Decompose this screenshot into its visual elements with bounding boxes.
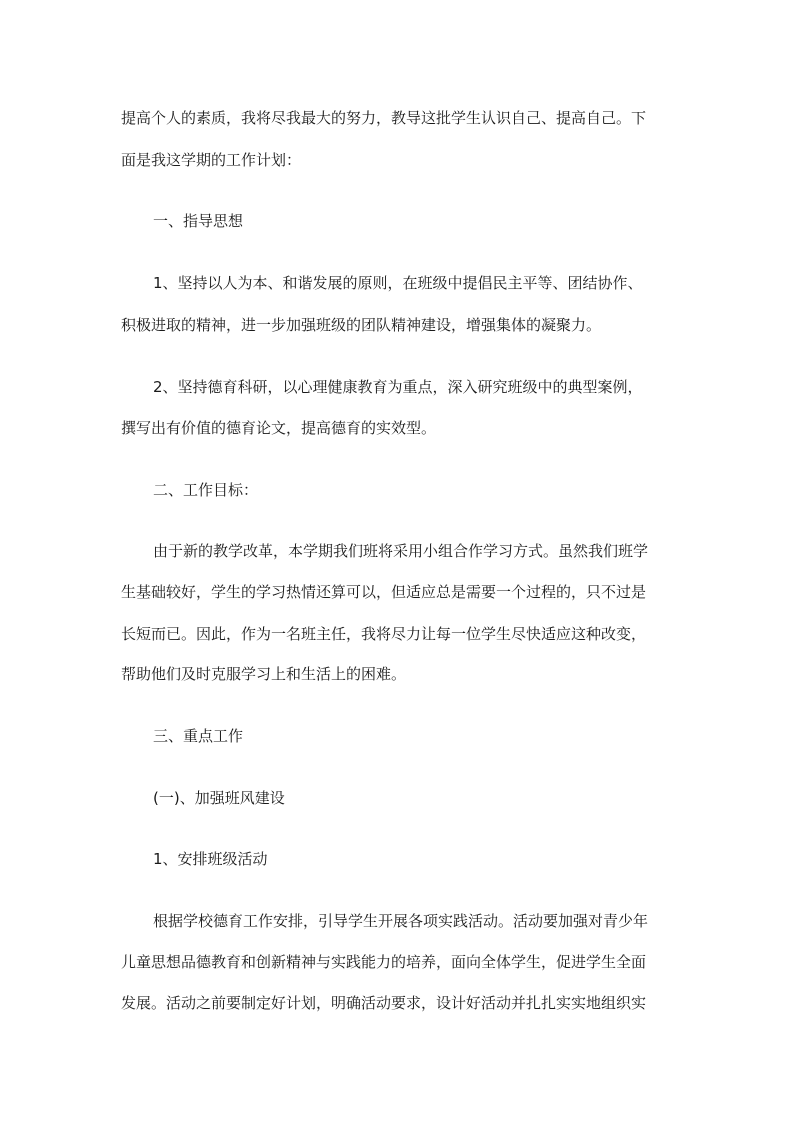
paragraph-line xyxy=(121,108,676,128)
intro-line-1: 提高个人的素质，我将尽我最大的努力，教导这批学生认识自己、提高自己。下 xyxy=(121,109,647,127)
guideline-1-line-1: 1、坚持以人为本、和谐发展的原则，在班级中提倡民主平等、团结协作、 xyxy=(153,274,643,292)
paragraph-line xyxy=(121,315,601,335)
activities-line-2: 儿童思想品德教育和创新精神与实践能力的培养，面向全体学生，促进学生全面 xyxy=(121,953,647,971)
item-class-activities: 1、安排班级活动 xyxy=(153,850,268,868)
guideline-2-line-1: 2、坚持德育科研，以心理健康教育为重点，深入研究班级中的典型案例， xyxy=(153,378,643,396)
paragraph-line xyxy=(153,273,643,293)
paragraph-line xyxy=(153,377,643,397)
paragraph-line xyxy=(121,664,406,684)
goals-line-3: 长短而已。因此，作为一名班主任，我将尽力让每一位学生尽快适应这种改变， xyxy=(121,625,647,643)
activities-line-3: 发展。活动之前要制定好计划，明确活动要求，设计好活动并扎扎实实地组织实 xyxy=(121,994,647,1012)
paragraph-line xyxy=(121,582,646,602)
activities-line-1: 根据学校德育工作安排，引导学生开展各项实践活动。活动要加强对青少年 xyxy=(153,912,649,930)
goals-line-1: 由于新的教学改革，本学期我们班将采用小组合作学习方式。虽然我们班学 xyxy=(153,542,649,560)
guideline-1-line-2: 积极进取的精神，进一步加强班级的团队精神建设，增强集体的凝聚力。 xyxy=(121,316,602,334)
section-heading xyxy=(153,480,258,500)
section-item xyxy=(153,849,268,869)
paragraph-line xyxy=(121,418,436,438)
heading-guiding-ideas: 一、指导思想 xyxy=(153,212,244,230)
guideline-2-line-2: 撰写出有价值的德育论文，提高德育的实效型。 xyxy=(121,419,437,437)
goals-line-2: 生基础较好，学生的学习热情还算可以，但适应总是需要一个过程的，只不过是 xyxy=(121,583,647,601)
paragraph-line xyxy=(121,952,646,972)
paragraph-line xyxy=(121,150,301,170)
paragraph-line xyxy=(153,911,648,931)
intro-line-2: 面是我这学期的工作计划： xyxy=(121,151,302,169)
paragraph-line xyxy=(121,624,646,644)
heading-work-goals: 二、工作目标： xyxy=(153,481,259,499)
subheading-class-style: (一)、加强班风建设 xyxy=(153,789,285,807)
section-subheading xyxy=(153,788,285,808)
paragraph-line xyxy=(153,541,648,561)
heading-key-work: 三、重点工作 xyxy=(153,727,244,745)
goals-line-4: 帮助他们及时克服学习上和生活上的困难。 xyxy=(121,665,407,683)
section-heading xyxy=(153,726,243,746)
paragraph-line xyxy=(121,993,646,1013)
section-heading xyxy=(153,211,243,231)
